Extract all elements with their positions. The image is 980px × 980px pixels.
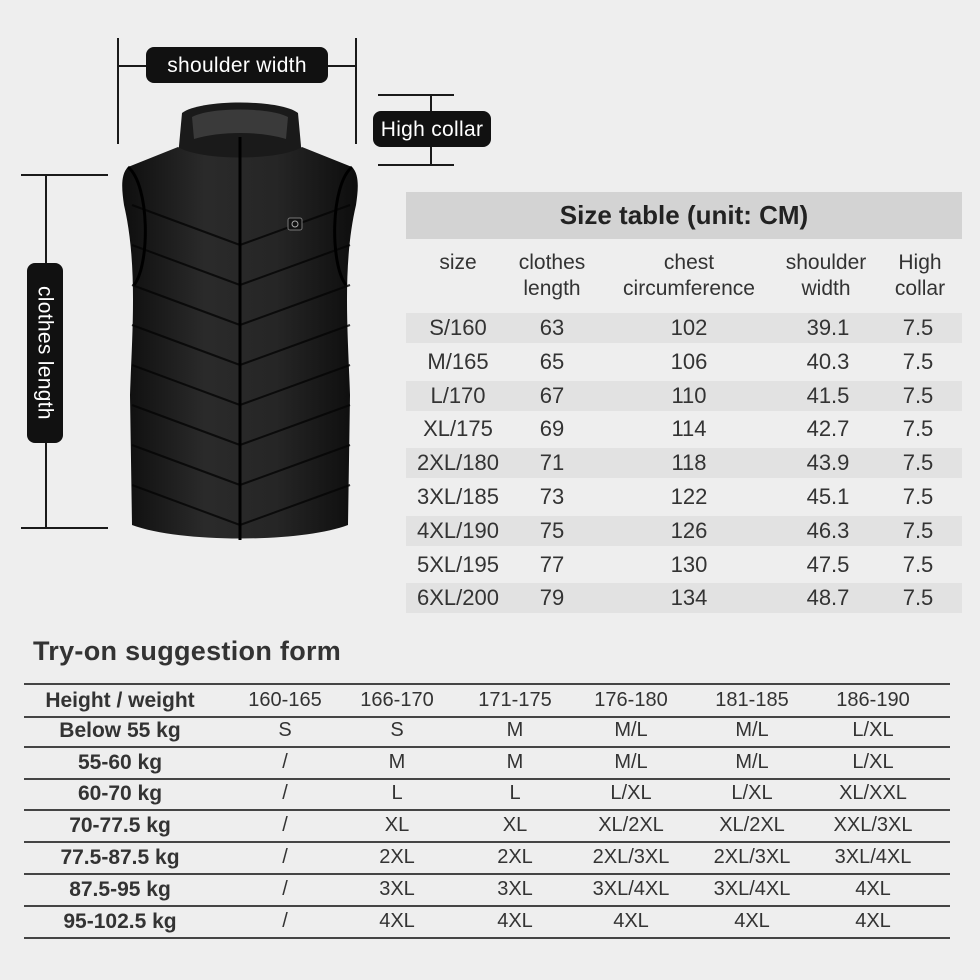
shoulder-width-header [772, 250, 880, 302]
tryon-cell: M/L [614, 750, 648, 773]
size-table-cell: M/165 [427, 348, 489, 374]
tryon-cell: 4XL [379, 909, 415, 932]
tryon-cell: 3XL [497, 877, 533, 900]
size-table-row [406, 516, 962, 546]
tryon-row-label: 55-60 kg [77, 750, 163, 774]
size-table-cell: 41.5 [806, 382, 850, 408]
header-line: clothes [518, 251, 586, 274]
dim-line [378, 164, 454, 166]
tryon-cell: 186-190 [836, 689, 910, 711]
tryon-cell: 4XL [855, 877, 891, 900]
tryon-row [24, 810, 950, 843]
tryon-cell: 3XL [379, 877, 415, 900]
tryon-title: Try-on suggestion form [33, 636, 342, 666]
size-table-cell: 122 [670, 484, 708, 509]
tryon-cell: L/XL [852, 750, 894, 773]
size-table-row [406, 448, 962, 478]
tryon-cell: 2XL/3XL [592, 846, 670, 868]
tryon-row [24, 778, 950, 811]
clothes-length-header [506, 250, 598, 302]
size-table-cell: 5XL/195 [417, 551, 499, 577]
tryon-cell: 4XL [613, 909, 649, 932]
tryon-row [24, 874, 950, 907]
tryon-cell: 4XL [734, 909, 770, 932]
tryon-cell: L/XL [731, 782, 773, 805]
size-table-cell: 7.5 [902, 450, 934, 476]
tryon-cell: L [509, 782, 521, 805]
size-table-row [406, 550, 962, 580]
tryon-cell: 181-185 [715, 689, 789, 711]
size-table-cell: 130 [670, 551, 708, 577]
tryon-row-label: 77.5-87.5 kg [60, 846, 180, 869]
header-line: shoulder [785, 251, 867, 274]
size-table-cell: 2XL/180 [417, 450, 499, 476]
tryon-cell: XXL/3XL [833, 814, 913, 837]
size-table-cell: 134 [670, 585, 708, 611]
tryon-cell: L [391, 782, 403, 805]
size-table-cell: 73 [539, 484, 565, 509]
size-table-cell: 39.1 [806, 315, 850, 340]
high-collar-header [880, 250, 960, 302]
tryon-cell: 4XL [855, 909, 891, 932]
tryon-cell: / [282, 877, 288, 900]
header-line: length [523, 277, 581, 300]
header-line: chest [663, 251, 715, 274]
size-table-cell: 7.5 [902, 517, 934, 543]
size-table-cell: 102 [670, 315, 708, 340]
size-table-cell: 7.5 [902, 315, 934, 340]
tryon-cell: XL/XXL [839, 782, 907, 805]
size-table-cell: 114 [671, 416, 707, 442]
size-table-cell: 46.3 [806, 517, 850, 543]
tryon-row [24, 842, 950, 875]
tryon-cell: M/L [614, 718, 648, 741]
tryon-cell: S [278, 718, 292, 741]
tryon-cell: XL [384, 814, 410, 837]
size-table-cell: S/160 [429, 315, 487, 340]
header-line: width [801, 277, 851, 300]
size-table-cell: 126 [670, 517, 708, 543]
size-table-cell: 75 [539, 517, 565, 543]
size-table-cell: 65 [539, 348, 565, 374]
tryon-cell: L/XL [852, 718, 894, 741]
size-table-cell: L/170 [430, 382, 486, 408]
high-collar-label: High collar [373, 111, 491, 147]
size-table-cell: 48.7 [806, 585, 850, 611]
tryon-row-label: 60-70 kg [77, 782, 163, 806]
size-table-row [406, 313, 962, 343]
size-table-cell: 63 [539, 315, 565, 340]
tryon-cell: 2XL [379, 846, 415, 868]
size-table-cell: 77 [539, 551, 565, 577]
size-table-cell: 79 [539, 585, 565, 611]
dim-line [378, 94, 454, 96]
size-table-cell: 4XL/190 [417, 517, 499, 543]
shoulder-width-label: shoulder width [146, 47, 328, 83]
size-table-cell: 7.5 [902, 585, 934, 611]
size-table-cell: 7.5 [902, 382, 934, 408]
tryon-cell: M/L [735, 718, 769, 741]
size-table-row [406, 482, 962, 512]
tryon-cell: / [282, 782, 288, 805]
clothes-length-label: clothes length [27, 263, 63, 443]
tryon-cell: 3XL/4XL [592, 877, 670, 900]
tryon-cell: M [506, 718, 524, 741]
tryon-cell: 160-165 [248, 689, 322, 711]
header-line: collar [894, 277, 946, 300]
size-table-title: Size table (unit: CM) [406, 192, 962, 239]
tryon-row-label: Height / weight [45, 689, 195, 712]
size-table-cell: 67 [539, 382, 565, 408]
size-table-cell: 106 [670, 348, 708, 374]
size-table-row [406, 414, 962, 444]
dim-line [21, 174, 108, 176]
size-table-cell: 7.5 [902, 416, 934, 442]
tryon-cell: 166-170 [360, 689, 434, 711]
tryon-row-label: 70-77.5 kg [69, 814, 171, 838]
header-line: circumference [623, 277, 755, 300]
tryon-cell: S [390, 718, 404, 741]
size-table-cell: 7.5 [902, 551, 934, 577]
size-table-row [406, 347, 962, 377]
tryon-cell: XL/2XL [598, 814, 664, 837]
tryon-cell: / [282, 814, 288, 837]
tryon-row-label: 95-102.5 kg [63, 909, 177, 933]
size-table-cell: 45.1 [806, 484, 850, 509]
size-table-cell: 110 [671, 382, 707, 408]
size-table-cell: 43.9 [806, 450, 850, 476]
tryon-cell: XL [502, 814, 528, 837]
tryon-cell: 2XL/3XL [713, 846, 791, 868]
vest-image [110, 95, 370, 547]
tryon-cell: 176-180 [594, 689, 668, 711]
size-table-cell: 47.5 [806, 551, 850, 577]
tryon-row [24, 747, 950, 780]
tryon-header-row [24, 683, 950, 718]
size-table-cell: 69 [539, 416, 565, 442]
tryon-cell: L/XL [610, 782, 652, 805]
size-table-cell: 42.7 [806, 416, 850, 442]
dim-line [21, 527, 108, 529]
size-table-row [406, 583, 962, 613]
size-table-cell: 3XL/185 [417, 484, 499, 509]
tryon-cell: / [282, 750, 288, 773]
tryon-cell: 3XL/4XL [834, 846, 912, 868]
size-table-cell: 40.3 [806, 348, 850, 374]
header-line: High [898, 251, 942, 274]
size-table-row [406, 381, 962, 411]
heat-button-icon [288, 218, 302, 230]
header-line: size [439, 251, 477, 274]
chest-circumference-header [598, 250, 780, 302]
tryon-cell: M [506, 750, 524, 773]
tryon-row [24, 715, 950, 748]
size-table-cell: 118 [671, 450, 707, 476]
size-header [410, 250, 506, 276]
tryon-cell: M [388, 750, 406, 773]
size-table-cell: 7.5 [902, 484, 934, 509]
tryon-cell: XL/2XL [719, 814, 785, 837]
tryon-cell: M/L [735, 750, 769, 773]
tryon-cell: / [282, 846, 288, 868]
tryon-cell: 171-175 [478, 689, 552, 711]
size-table-cell: XL/175 [423, 416, 493, 442]
tryon-cell: / [282, 909, 288, 932]
tryon-row-label: 87.5-95 kg [69, 877, 171, 901]
tryon-cell: 3XL/4XL [713, 877, 791, 900]
size-table-cell: 6XL/200 [417, 585, 499, 611]
tryon-row [24, 906, 950, 939]
tryon-row-label: Below 55 kg [59, 718, 181, 742]
tryon-cell: 2XL [497, 846, 533, 868]
tryon-cell: 4XL [497, 909, 533, 932]
size-table-cell: 7.5 [902, 348, 934, 374]
size-table-cell: 71 [539, 450, 565, 476]
